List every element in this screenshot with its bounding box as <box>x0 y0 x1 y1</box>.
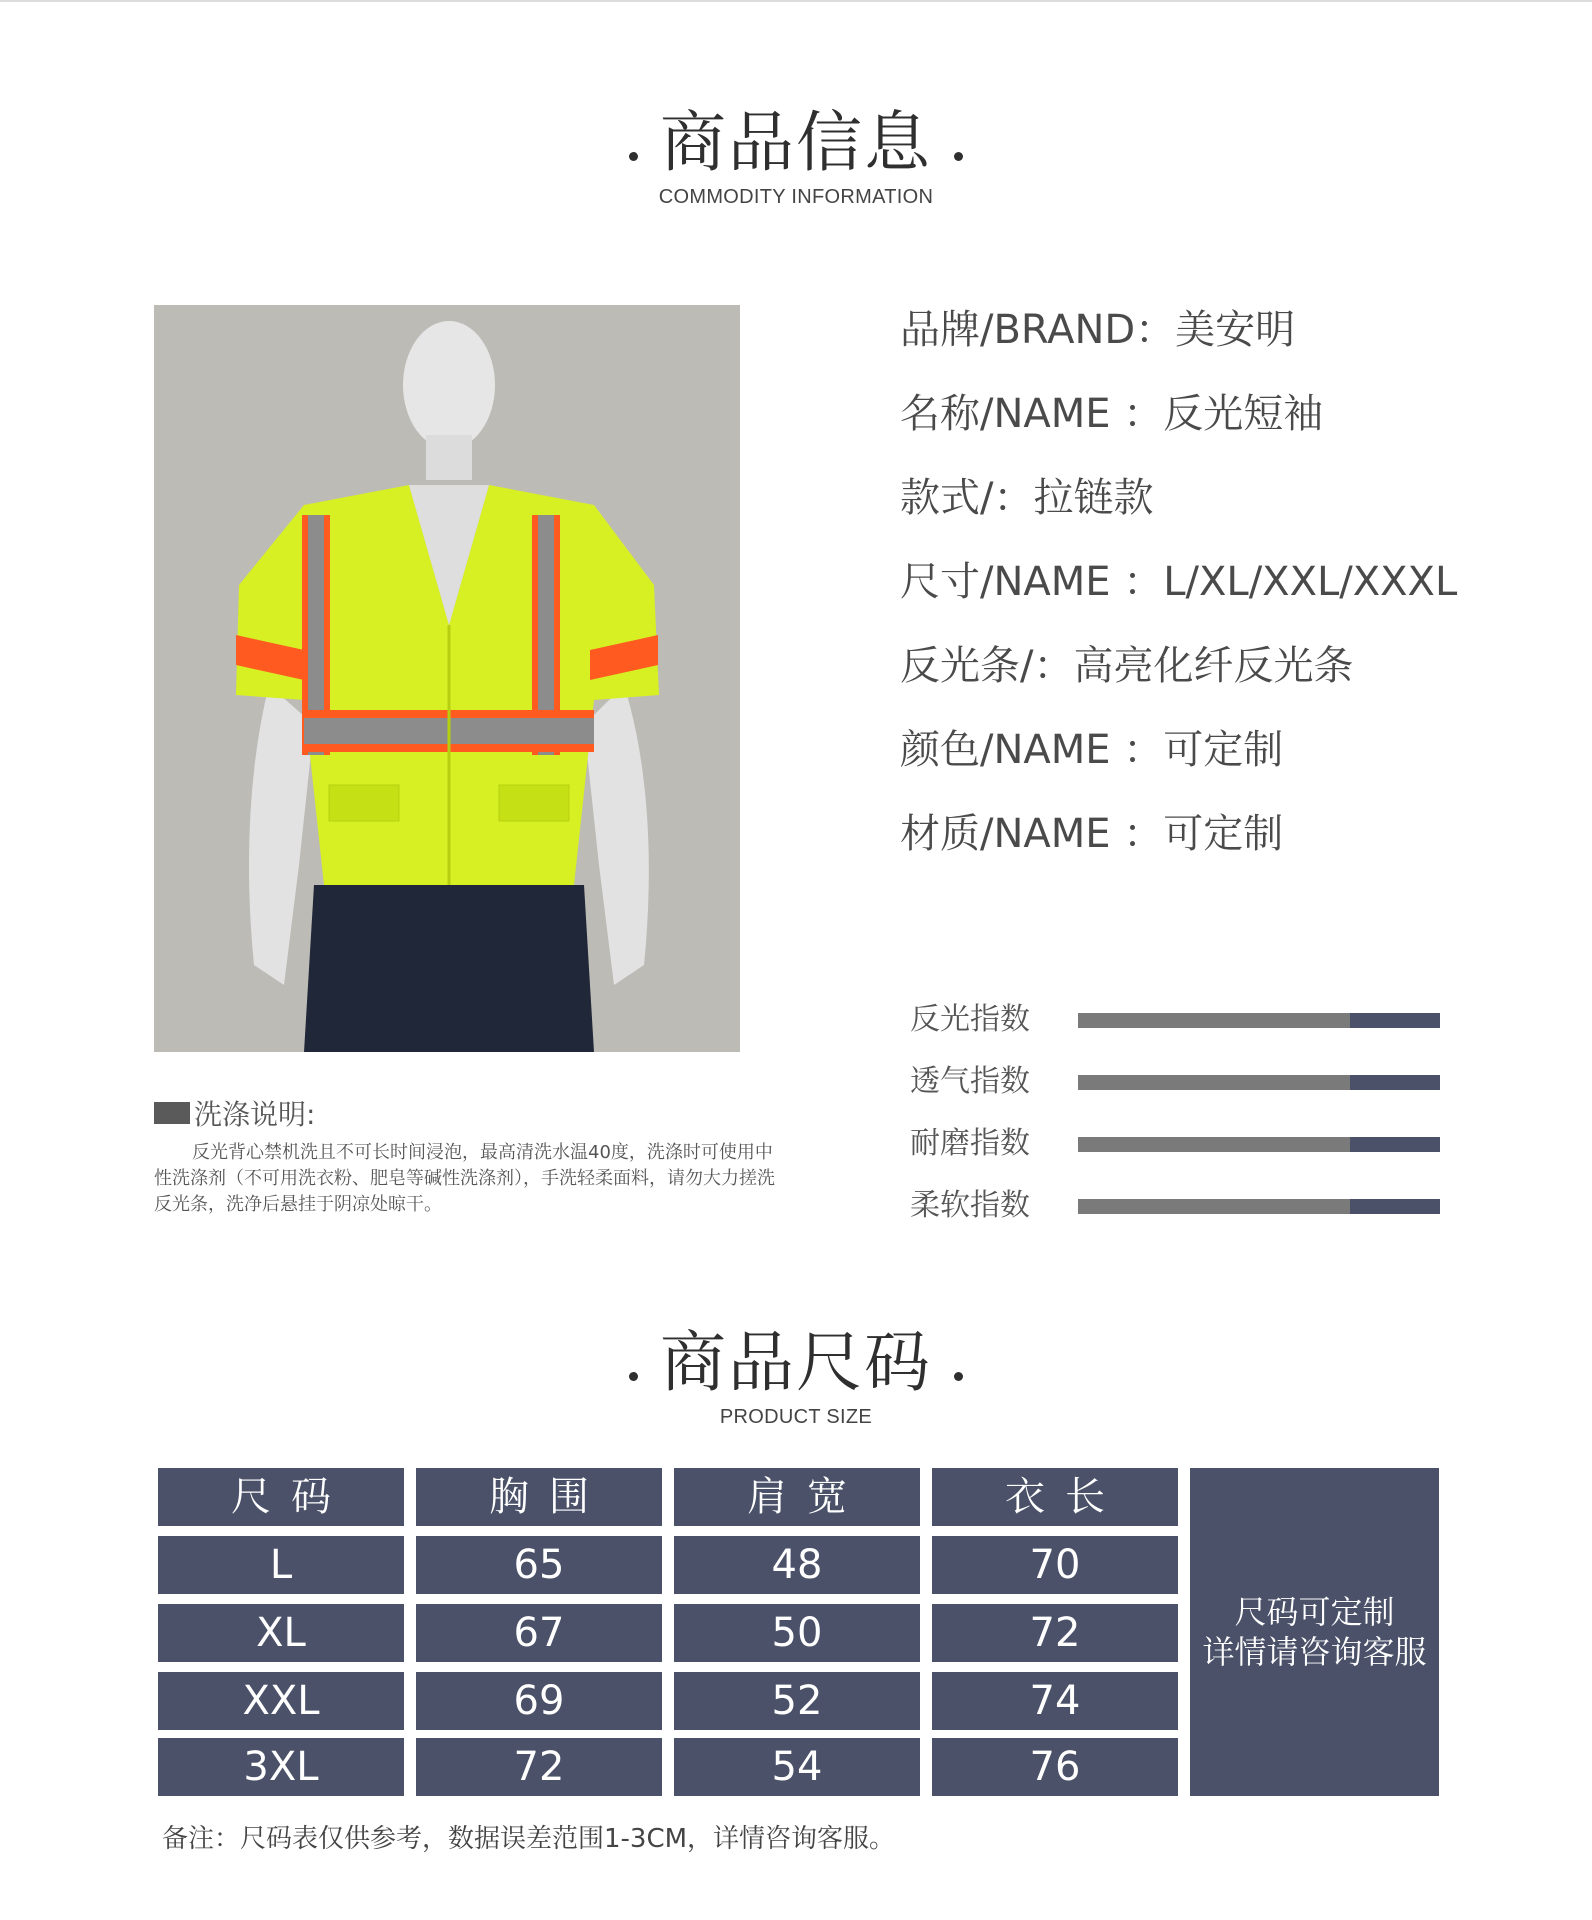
table-cell: 72 <box>416 1738 662 1796</box>
index-label: 透气指数 <box>910 1064 1030 1099</box>
section-title: 商品信息 <box>660 104 932 181</box>
square-marker-icon <box>154 1102 190 1124</box>
index-bar <box>1078 1013 1440 1028</box>
index-bar <box>1078 1199 1440 1214</box>
table-header-chest: 胸围 <box>416 1468 662 1526</box>
table-cell: L <box>158 1536 404 1594</box>
table-header-size: 尺码 <box>158 1468 404 1526</box>
table-cell: XXL <box>158 1672 404 1730</box>
table-cell: 76 <box>932 1738 1178 1796</box>
table-cell: 67 <box>416 1604 662 1662</box>
index-bar-fill <box>1078 1013 1350 1028</box>
table-cell: 72 <box>932 1604 1178 1662</box>
table-cell: 65 <box>416 1536 662 1594</box>
index-bar-end <box>1350 1137 1440 1152</box>
table-cell: 52 <box>674 1672 920 1730</box>
index-label: 柔软指数 <box>910 1188 1030 1223</box>
index-soft <box>910 1186 1440 1226</box>
table-cell: 50 <box>674 1604 920 1662</box>
size-remark: 备注：尺码表仅供参考，数据误差范围1-3CM，详情咨询客服。 <box>162 1824 896 1854</box>
index-wear <box>910 1124 1440 1164</box>
table-header-shoulder: 肩宽 <box>674 1468 920 1526</box>
index-bar-end <box>1350 1199 1440 1214</box>
info-color: 颜色/NAME ：可定制 <box>900 727 1284 773</box>
heading-dot-right <box>954 1372 963 1381</box>
wash-title-text: 洗涤说明: <box>194 1098 316 1131</box>
note-line-1: 尺码可定制 <box>1234 1593 1395 1631</box>
index-breathable <box>910 1062 1440 1102</box>
table-cell: 70 <box>932 1536 1178 1594</box>
table-cell: XL <box>158 1604 404 1662</box>
table-cell: 54 <box>674 1738 920 1796</box>
table-cell: 3XL <box>158 1738 404 1796</box>
table-cell: 69 <box>416 1672 662 1730</box>
info-material: 材质/NAME ：可定制 <box>900 811 1284 857</box>
heading-dot-left <box>629 152 638 161</box>
heading-dot-right <box>954 152 963 161</box>
section-title: 商品尺码 <box>660 1324 932 1401</box>
index-bar-fill <box>1078 1075 1350 1090</box>
info-reflect: 反光条/：高亮化纤反光条 <box>900 643 1354 689</box>
info-style: 款式/：拉链款 <box>900 475 1154 521</box>
wash-title <box>154 1093 315 1133</box>
size-custom-note <box>1190 1468 1439 1796</box>
index-bar-end <box>1350 1075 1440 1090</box>
note-line-2: 详情请咨询客服 <box>1202 1633 1427 1671</box>
heading-dot-left <box>629 1372 638 1381</box>
index-label: 反光指数 <box>910 1002 1030 1037</box>
top-divider <box>0 0 1592 2</box>
index-bar-end <box>1350 1013 1440 1028</box>
index-bar <box>1078 1137 1440 1152</box>
info-name: 名称/NAME ：反光短袖 <box>900 391 1324 437</box>
wash-instructions: 反光背心禁机洗且不可长时间浸泡，最高清洗水温40度，洗涤时可使用中性洗涤剂（不可用洗衣粉、肥皂等碱性洗涤剂），手洗轻柔面料，请勿大力搓洗反光条，洗净后悬挂于阴凉处晾干。 <box>154 1142 775 1215</box>
info-brand: 品牌/BRAND：美安明 <box>900 307 1296 353</box>
section-heading-size <box>0 1324 1592 1429</box>
info-size: 尺寸/NAME ：L/XL/XXL/XXXL <box>900 559 1458 605</box>
table-cell: 48 <box>674 1536 920 1594</box>
section-heading-commodity <box>0 104 1592 209</box>
index-label: 耐磨指数 <box>910 1126 1030 1161</box>
section-subtitle: PRODUCT SIZE <box>719 1406 873 1428</box>
table-cell: 74 <box>932 1672 1178 1730</box>
index-reflect <box>910 1000 1440 1040</box>
product-photo <box>154 305 740 1052</box>
index-bar-fill <box>1078 1137 1350 1152</box>
index-bar <box>1078 1075 1440 1090</box>
section-subtitle: COMMODITY INFORMATION <box>658 186 934 208</box>
index-bar-fill <box>1078 1199 1350 1214</box>
table-header-length: 衣长 <box>932 1468 1178 1526</box>
